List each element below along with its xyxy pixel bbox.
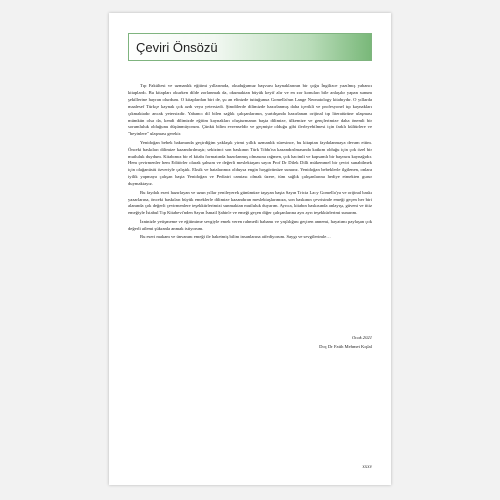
section-header-bar [128, 33, 372, 61]
paragraph: Yenidoğan bebek bakımında geçirdiğim yaklaşık yirmi yıllık uzmanlık süresince, bu kitaptan faydalanmaya devam ettim. Önceki baskıları dilimize kazandırılmıştı; sekizinci son baskının Türk Tıbbı'na kazandırılmasında katkım olduğu için çok özel bir mutluluk duydum. Kitabımız bir el kitabı formatında hazırlanmış olmasına rağmen, çok hacimli ve kapsamlı bir başvuru kaynağıdır. Hem çevirmenler hem Editörler olarak şahsım ve değerli meslektaşım sayın Prof Dr Dilek Dilli mükemmel bir çeviri sunabilmek için olağanüstü özveriyle çalıştık. Eksik ve hatalarımız olduysa engin hoşgörünüze sunarız. Yenidoğan bebeklerle ilgilenen, onlara iyilik yapmaya çalışan başta Yenidoğan ve Pediatri camiası olmak üzere, tüm sağlık çalışanlarına hediye etmekten gurur duymaktayız. [128, 139, 372, 187]
paragraph: İzninizle yetişmeme ve eğitimime sevgiyle emek veren rahmetli babamı ve yaşlılığını geçiren annemi, hayatımı paylaşan çok değerli ailemi şükranla anmak istiyorum. [128, 218, 372, 231]
signature-date: Ocak 2021 [351, 335, 372, 340]
preface-body [128, 83, 372, 241]
paragraph: Bu faydalı eseri hazırlayan ve uzun yıllar yenileyerek günümüze taşıyan başta Sayın Tricia Lacy Gomella'ya ve orijinal baskı yazarlarına, önceki baskıları büyük emeklerle dilimize kazandıran meslektaşlarımıza, son baskının çevrisinde emeği geçen her biri alanında çok değerli çevirmenlere teşekkürlerimizi sunmaktan mutluluk duyarım. Ayrıca, kitabın baskısında anlayışı, güveni ve titiz emeğiyle İstabul Tıp Kitabevi'nden Sayın İsmail Şahin'e ve emeği geçen diğer çalışanlarına ayrı ayrı teşekkürlerimi sunarım. [128, 189, 372, 216]
signature-name: Doç Dr Fatih Mehmet Kışlal [319, 344, 372, 349]
section-title: Çeviri Önsözü [136, 40, 218, 55]
paragraph: Bu eseri makam ve ünvanını emeği ile haketmiş bilim insanlarına atfediyorum. Saygı ve sevgilerimle… [140, 234, 331, 240]
page-number: xxxv [362, 465, 372, 470]
document-page [109, 13, 391, 485]
paragraph: Tıp Fakültesi ve uzmanlık eğitimi yıllarımda, okuduğumuz başvuru kaynaklarının bir çoğu İngilizce yazılmış yabancı kitaplardı. Bu kitapları okurken dilde zorlanmak da, okumaktan büyük keyif alır ve en zor konuları bile anlaşılır yapan sunum şekillerine hayran olurdum. O kitaplardan biri de, şu an elinizde tuttuğunuz Gomella'nın Lange Neonatology kitabıydır. O yıllarda maalesef Türkçe kaynak çok azdı veya yetersizdi. Şimdilerde dilimizde hazırlanmış daha içerikli ve profesyonel tıp kaynakları çıkmaktadır ancak yetersizdir. Yabancı dil bilen sağlık çalışanlarının, yurtdışında hazırlanan orijinal tıp literatürüne ulaşması mümkün olsa da, kendi dilimizde eğitim kaynakları oluşturmanın başta dilimize, ülkemize ve gençlerimize daha önemli bir sorumluluk olduğunu düşünmüyorum. Çünkü bilim evrenseldir ve geçmişte olduğu gibi ilerleyebilmesi için farklı kültürlere ve "beyinlere" ulaşması gerekir. [128, 83, 372, 137]
